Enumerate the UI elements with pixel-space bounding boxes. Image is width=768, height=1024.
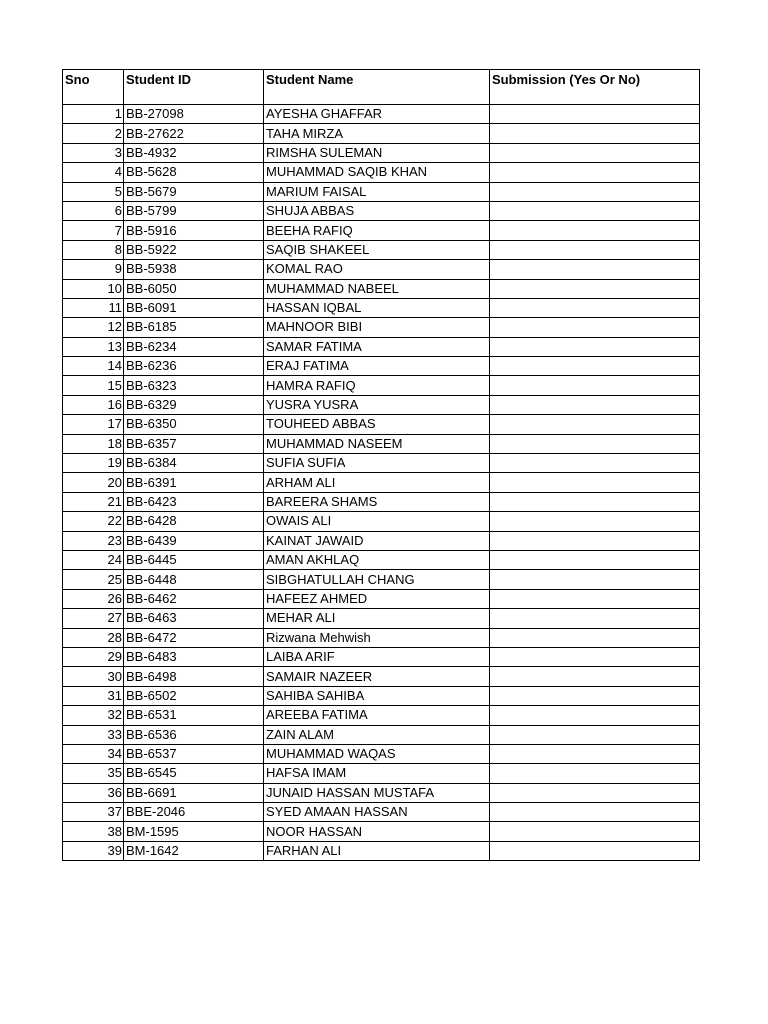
header-submission: Submission (Yes Or No)	[490, 70, 700, 105]
row-student-name-cell: MARIUM FAISAL	[264, 182, 490, 201]
row-sno-cell: 32	[63, 706, 124, 725]
row-submission-cell	[490, 201, 700, 220]
row-submission-cell	[490, 163, 700, 182]
row-submission-cell	[490, 706, 700, 725]
row-submission-cell	[490, 647, 700, 666]
row-submission-cell	[490, 357, 700, 376]
row-submission-cell	[490, 512, 700, 531]
row-student-name-cell: SHUJA ABBAS	[264, 201, 490, 220]
row-submission-cell	[490, 783, 700, 802]
row-student-name-cell: HASSAN IQBAL	[264, 298, 490, 317]
row-student-name-cell: OWAIS ALI	[264, 512, 490, 531]
table-row	[63, 803, 700, 822]
row-submission-cell	[490, 744, 700, 763]
table-row	[63, 492, 700, 511]
row-student-id-cell: BB-6483	[124, 647, 264, 666]
row-sno-cell: 18	[63, 434, 124, 453]
table-row	[63, 260, 700, 279]
table-row	[63, 318, 700, 337]
row-student-id-cell: BB-6448	[124, 570, 264, 589]
table-row	[63, 628, 700, 647]
row-student-name-cell: KOMAL RAO	[264, 260, 490, 279]
row-submission-cell	[490, 531, 700, 550]
row-sno-cell: 17	[63, 415, 124, 434]
row-student-name-cell: MUHAMMAD SAQIB KHAN	[264, 163, 490, 182]
row-submission-cell	[490, 124, 700, 143]
row-submission-cell	[490, 803, 700, 822]
row-submission-cell	[490, 376, 700, 395]
row-student-name-cell: TOUHEED ABBAS	[264, 415, 490, 434]
row-student-name-cell: SAHIBA SAHIBA	[264, 686, 490, 705]
row-submission-cell	[490, 667, 700, 686]
student-table	[62, 69, 700, 861]
row-submission-cell	[490, 570, 700, 589]
row-student-name-cell: RIMSHA SULEMAN	[264, 143, 490, 162]
table-row	[63, 357, 700, 376]
row-student-name-cell: YUSRA YUSRA	[264, 395, 490, 414]
row-student-name-cell: AYESHA GHAFFAR	[264, 105, 490, 124]
row-student-id-cell: BM-1595	[124, 822, 264, 841]
row-student-id-cell: BB-6439	[124, 531, 264, 550]
row-student-name-cell: HAFSA IMAM	[264, 764, 490, 783]
table-row	[63, 376, 700, 395]
row-student-id-cell: BB-5679	[124, 182, 264, 201]
row-student-name-cell: SIBGHATULLAH CHANG	[264, 570, 490, 589]
row-student-id-cell: BB-6423	[124, 492, 264, 511]
row-sno-cell: 38	[63, 822, 124, 841]
table-row	[63, 415, 700, 434]
row-sno-cell: 12	[63, 318, 124, 337]
header-sno: Sno	[63, 70, 124, 105]
row-student-id-cell: BB-6384	[124, 454, 264, 473]
row-student-name-cell: HAMRA RAFIQ	[264, 376, 490, 395]
row-student-id-cell: BB-27622	[124, 124, 264, 143]
header-student-id: Student ID	[124, 70, 264, 105]
row-sno-cell: 33	[63, 725, 124, 744]
row-student-id-cell: BB-6391	[124, 473, 264, 492]
table-row	[63, 822, 700, 841]
table-row	[63, 473, 700, 492]
row-sno-cell: 30	[63, 667, 124, 686]
row-student-name-cell: FARHAN ALI	[264, 841, 490, 860]
row-submission-cell	[490, 298, 700, 317]
table-row	[63, 105, 700, 124]
row-sno-cell: 31	[63, 686, 124, 705]
row-student-id-cell: BB-6502	[124, 686, 264, 705]
row-sno-cell: 37	[63, 803, 124, 822]
row-student-id-cell: BB-6236	[124, 357, 264, 376]
table-row	[63, 531, 700, 550]
row-student-name-cell: SAMAIR NAZEER	[264, 667, 490, 686]
row-sno-cell: 5	[63, 182, 124, 201]
row-submission-cell	[490, 415, 700, 434]
table-row	[63, 570, 700, 589]
row-student-name-cell: BAREERA SHAMS	[264, 492, 490, 511]
row-submission-cell	[490, 143, 700, 162]
row-sno-cell: 8	[63, 240, 124, 259]
row-sno-cell: 29	[63, 647, 124, 666]
row-student-name-cell: MUHAMMAD WAQAS	[264, 744, 490, 763]
row-student-id-cell: BB-6428	[124, 512, 264, 531]
student-submission-sheet	[62, 69, 700, 861]
row-student-name-cell: SYED AMAAN HASSAN	[264, 803, 490, 822]
row-student-id-cell: BB-6472	[124, 628, 264, 647]
table-row	[63, 163, 700, 182]
row-student-id-cell: BB-6498	[124, 667, 264, 686]
row-student-name-cell: Rizwana Mehwish	[264, 628, 490, 647]
row-submission-cell	[490, 434, 700, 453]
row-student-name-cell: KAINAT JAWAID	[264, 531, 490, 550]
row-sno-cell: 24	[63, 550, 124, 569]
row-sno-cell: 36	[63, 783, 124, 802]
row-submission-cell	[490, 725, 700, 744]
row-student-id-cell: BB-5628	[124, 163, 264, 182]
row-student-name-cell: ERAJ FATIMA	[264, 357, 490, 376]
row-student-id-cell: BB-6329	[124, 395, 264, 414]
row-submission-cell	[490, 550, 700, 569]
table-row	[63, 279, 700, 298]
row-student-name-cell: BEEHA RAFIQ	[264, 221, 490, 240]
row-submission-cell	[490, 589, 700, 608]
row-sno-cell: 28	[63, 628, 124, 647]
row-submission-cell	[490, 822, 700, 841]
row-student-id-cell: BB-27098	[124, 105, 264, 124]
row-submission-cell	[490, 182, 700, 201]
table-row	[63, 706, 700, 725]
row-sno-cell: 1	[63, 105, 124, 124]
row-sno-cell: 22	[63, 512, 124, 531]
row-submission-cell	[490, 492, 700, 511]
table-body	[63, 105, 700, 861]
row-sno-cell: 3	[63, 143, 124, 162]
row-sno-cell: 23	[63, 531, 124, 550]
row-submission-cell	[490, 841, 700, 860]
row-sno-cell: 11	[63, 298, 124, 317]
table-row	[63, 647, 700, 666]
table-row	[63, 550, 700, 569]
row-submission-cell	[490, 260, 700, 279]
row-sno-cell: 2	[63, 124, 124, 143]
row-sno-cell: 16	[63, 395, 124, 414]
row-submission-cell	[490, 473, 700, 492]
table-row	[63, 298, 700, 317]
table-row	[63, 454, 700, 473]
row-student-name-cell: JUNAID HASSAN MUSTAFA	[264, 783, 490, 802]
row-student-name-cell: HAFEEZ AHMED	[264, 589, 490, 608]
row-sno-cell: 39	[63, 841, 124, 860]
row-submission-cell	[490, 395, 700, 414]
row-sno-cell: 27	[63, 609, 124, 628]
row-student-id-cell: BB-6357	[124, 434, 264, 453]
row-sno-cell: 6	[63, 201, 124, 220]
row-student-id-cell: BB-6091	[124, 298, 264, 317]
row-student-id-cell: BB-6691	[124, 783, 264, 802]
row-student-name-cell: AREEBA FATIMA	[264, 706, 490, 725]
row-student-id-cell: BB-6537	[124, 744, 264, 763]
table-row	[63, 841, 700, 860]
row-submission-cell	[490, 337, 700, 356]
row-student-id-cell: BB-6185	[124, 318, 264, 337]
header-student-name: Student Name	[264, 70, 490, 105]
row-sno-cell: 14	[63, 357, 124, 376]
row-student-name-cell: SUFIA SUFIA	[264, 454, 490, 473]
row-sno-cell: 10	[63, 279, 124, 298]
row-submission-cell	[490, 686, 700, 705]
row-student-name-cell: SAQIB SHAKEEL	[264, 240, 490, 259]
table-row	[63, 240, 700, 259]
row-student-id-cell: BM-1642	[124, 841, 264, 860]
row-student-name-cell: NOOR HASSAN	[264, 822, 490, 841]
row-student-id-cell: BB-6445	[124, 550, 264, 569]
row-student-id-cell: BB-5922	[124, 240, 264, 259]
row-student-id-cell: BB-6050	[124, 279, 264, 298]
row-submission-cell	[490, 318, 700, 337]
row-student-name-cell: MUHAMMAD NABEEL	[264, 279, 490, 298]
row-student-name-cell: ARHAM ALI	[264, 473, 490, 492]
table-row	[63, 589, 700, 608]
row-student-id-cell: BBE-2046	[124, 803, 264, 822]
table-row	[63, 744, 700, 763]
row-student-id-cell: BB-6536	[124, 725, 264, 744]
row-student-name-cell: LAIBA ARIF	[264, 647, 490, 666]
row-student-name-cell: ZAIN ALAM	[264, 725, 490, 744]
row-submission-cell	[490, 240, 700, 259]
row-student-name-cell: MUHAMMAD NASEEM	[264, 434, 490, 453]
row-student-id-cell: BB-5938	[124, 260, 264, 279]
row-submission-cell	[490, 764, 700, 783]
row-student-id-cell: BB-4932	[124, 143, 264, 162]
table-row	[63, 434, 700, 453]
row-student-name-cell: MAHNOOR BIBI	[264, 318, 490, 337]
row-sno-cell: 7	[63, 221, 124, 240]
row-submission-cell	[490, 279, 700, 298]
row-sno-cell: 34	[63, 744, 124, 763]
table-row	[63, 221, 700, 240]
table-row	[63, 201, 700, 220]
row-submission-cell	[490, 628, 700, 647]
table-row	[63, 609, 700, 628]
row-student-name-cell: TAHA MIRZA	[264, 124, 490, 143]
header-row	[63, 70, 700, 105]
table-row	[63, 783, 700, 802]
row-submission-cell	[490, 105, 700, 124]
row-student-id-cell: BB-6531	[124, 706, 264, 725]
row-sno-cell: 9	[63, 260, 124, 279]
table-row	[63, 182, 700, 201]
table-row	[63, 764, 700, 783]
row-student-name-cell: AMAN AKHLAQ	[264, 550, 490, 569]
table-row	[63, 667, 700, 686]
row-student-id-cell: BB-5916	[124, 221, 264, 240]
row-student-id-cell: BB-6545	[124, 764, 264, 783]
row-sno-cell: 15	[63, 376, 124, 395]
row-sno-cell: 21	[63, 492, 124, 511]
table-row	[63, 124, 700, 143]
row-student-id-cell: BB-6234	[124, 337, 264, 356]
row-student-id-cell: BB-6350	[124, 415, 264, 434]
row-sno-cell: 19	[63, 454, 124, 473]
table-row	[63, 512, 700, 531]
row-student-id-cell: BB-5799	[124, 201, 264, 220]
table-row	[63, 686, 700, 705]
row-sno-cell: 26	[63, 589, 124, 608]
row-student-id-cell: BB-6462	[124, 589, 264, 608]
row-sno-cell: 35	[63, 764, 124, 783]
row-submission-cell	[490, 454, 700, 473]
table-row	[63, 725, 700, 744]
row-sno-cell: 20	[63, 473, 124, 492]
row-student-name-cell: SAMAR FATIMA	[264, 337, 490, 356]
table-row	[63, 395, 700, 414]
row-student-name-cell: MEHAR ALI	[264, 609, 490, 628]
row-submission-cell	[490, 609, 700, 628]
table-row	[63, 143, 700, 162]
row-sno-cell: 4	[63, 163, 124, 182]
row-student-id-cell: BB-6463	[124, 609, 264, 628]
table-row	[63, 337, 700, 356]
row-student-id-cell: BB-6323	[124, 376, 264, 395]
row-submission-cell	[490, 221, 700, 240]
row-sno-cell: 25	[63, 570, 124, 589]
row-sno-cell: 13	[63, 337, 124, 356]
